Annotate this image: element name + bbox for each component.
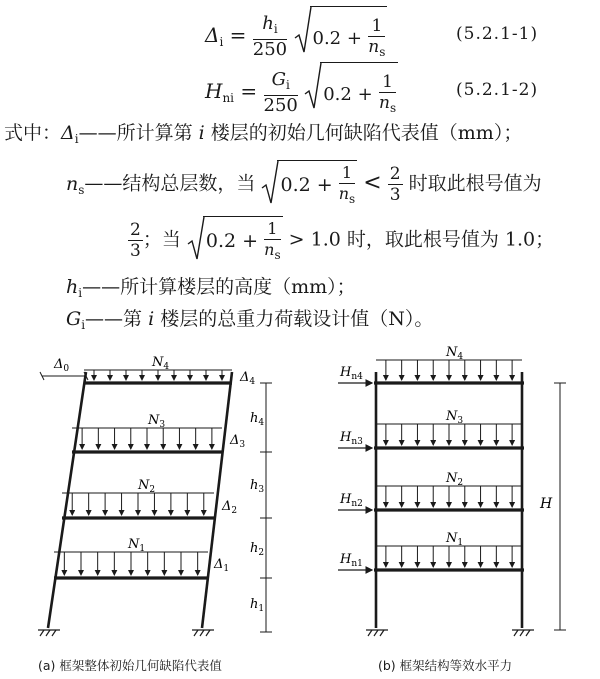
eq1-lhs: $\Delta_i$ <box>205 23 224 49</box>
fa-label-n2: $N_2$ <box>138 478 156 495</box>
def-gi: $G_i——$第 i 楼层的总重力荷载设计值（N）。 <box>66 308 434 332</box>
fb-label-n2: $N_2$ <box>446 471 464 488</box>
figure-b-horizontal-forces <box>338 383 372 570</box>
label-delta4: $\Delta_4$ <box>240 370 256 387</box>
fb-label-hn1: $H_{n1}$ <box>340 552 363 569</box>
eq1-number: (5.2.1-1) <box>456 24 539 44</box>
fa-label-h3: $h_3$ <box>250 478 265 495</box>
label-delta1: $\Delta_1$ <box>214 557 230 574</box>
fb-label-hn2: $H_{n2}$ <box>340 492 363 509</box>
label-delta2: $\Delta_2$ <box>222 499 238 516</box>
fb-label-hn3: $H_{n3}$ <box>340 430 363 447</box>
def-ns-cont: $\frac{2}{3}$ ；当 0.2 + $\frac{1}{n_s}$ > 1.0 时，取此根号值为 1.0； <box>128 216 554 265</box>
eq1-sqrt: 0.2 + $\frac{1}{n_s}$ <box>294 6 388 67</box>
figure-b-height-dim <box>554 383 566 630</box>
fa-label-h1: $h_1$ <box>250 597 265 614</box>
equation-1: $\Delta_i$ = $\frac{h_i}{250}$ 0.2 + $\frac{1}{n_s}$ (5.2.1-1) <box>0 6 600 62</box>
figure-a-supports <box>38 630 214 636</box>
def-hi: $h_i——$所计算楼层的高度（mm）； <box>66 276 356 300</box>
fb-label-h: H <box>540 496 553 512</box>
caption-a: (a) 框架整体初始几何缺陷代表值 <box>38 658 222 673</box>
eq1-fraction: $\frac{h_i}{250}$ <box>252 12 288 60</box>
fb-label-n3: $N_3$ <box>446 409 464 426</box>
figure-a-frame <box>48 370 232 628</box>
def-ns: $n_s——$结构总层数，当 0.2 + $\frac{1}{n_s}$ < $\frac{2}{3}$ 时取此根号值为 <box>66 160 542 212</box>
fa-label-h4: $h_4$ <box>250 411 265 428</box>
figure-b-supports <box>366 630 534 636</box>
eq2-lhs: $H_{ni}$ <box>205 79 235 105</box>
fb-label-n4: $N_4$ <box>446 345 464 362</box>
eq2-number: (5.2.1-2) <box>456 80 539 100</box>
def-delta: 式中：$\Delta_i——$所计算第 i 楼层的初始几何缺陷代表值（mm）； <box>4 122 523 146</box>
eq2-sqrt: 0.2 + $\frac{1}{n_s}$ <box>304 62 398 123</box>
eq2-fraction: $\frac{G_i}{250}$ <box>263 68 298 116</box>
label-delta0: $\Delta_0$ <box>54 357 70 374</box>
fb-label-n1: $N_1$ <box>446 531 464 548</box>
fa-label-n3: $N_3$ <box>148 413 166 430</box>
fa-label-n4: $N_4$ <box>152 355 170 372</box>
fa-label-h2: $h_2$ <box>250 541 265 558</box>
label-delta3: $\Delta_3$ <box>230 433 246 450</box>
fa-label-n1: $N_1$ <box>128 537 146 554</box>
fb-label-hn4: $H_{n4}$ <box>340 365 363 382</box>
equation-2: $H_{ni}$ = $\frac{G_i}{250}$ 0.2 + $\frac{1}{n_s}$ (5.2.1-2) <box>0 62 600 118</box>
caption-b: (b) 框架结构等效水平力 <box>378 658 513 673</box>
